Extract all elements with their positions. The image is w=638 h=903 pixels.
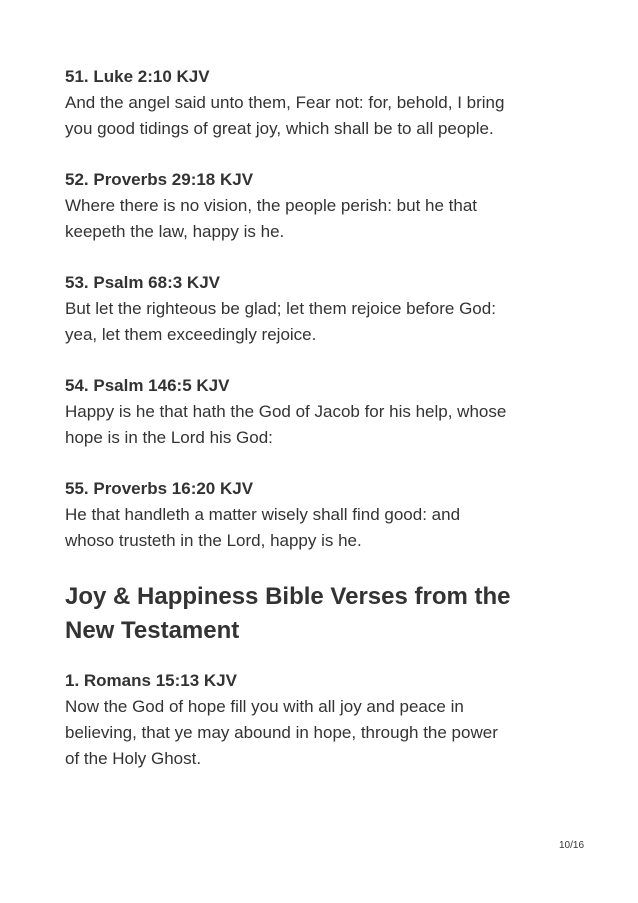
page-content (65, 64, 595, 797)
verse-block (65, 270, 595, 348)
verse-text: But let the righteous be glad; let them rejoice before God: yea, let them exceedingly rejoice. (65, 299, 496, 344)
verse-text: Where there is no vision, the people perish: but he that keepeth the law, happy is he. (65, 196, 478, 241)
verse-block (65, 373, 595, 451)
verse-reference: 51. Luke 2:10 KJV (65, 67, 210, 86)
section-heading: Joy & Happiness Bible Verses from the New Testament (65, 583, 511, 644)
verse-reference: 53. Psalm 68:3 KJV (65, 273, 220, 292)
verse-text: Happy is he that hath the God of Jacob for his help, whose hope is in the Lord his God: (65, 402, 507, 447)
verse-text: He that handleth a matter wisely shall find good: and whoso trusteth in the Lord, happy is he. (65, 505, 461, 550)
page-number: 10/16 (559, 840, 585, 851)
verse-reference: 1. Romans 15:13 KJV (65, 671, 237, 690)
verse-text: Now the God of hope fill you with all joy and peace in believing, that ye may abound in hope, through the power of the Holy Ghost. (65, 697, 498, 768)
verse-block (65, 668, 595, 772)
verse-reference: 55. Proverbs 16:20 KJV (65, 479, 254, 498)
verse-block (65, 167, 595, 245)
verse-text: And the angel said unto them, Fear not: for, behold, I bring you good tidings of great joy, which shall be to all people. (65, 93, 505, 138)
verse-reference: 52. Proverbs 29:18 KJV (65, 170, 254, 189)
verse-block (65, 64, 595, 142)
verse-reference: 54. Psalm 146:5 KJV (65, 376, 230, 395)
verse-block (65, 476, 595, 554)
